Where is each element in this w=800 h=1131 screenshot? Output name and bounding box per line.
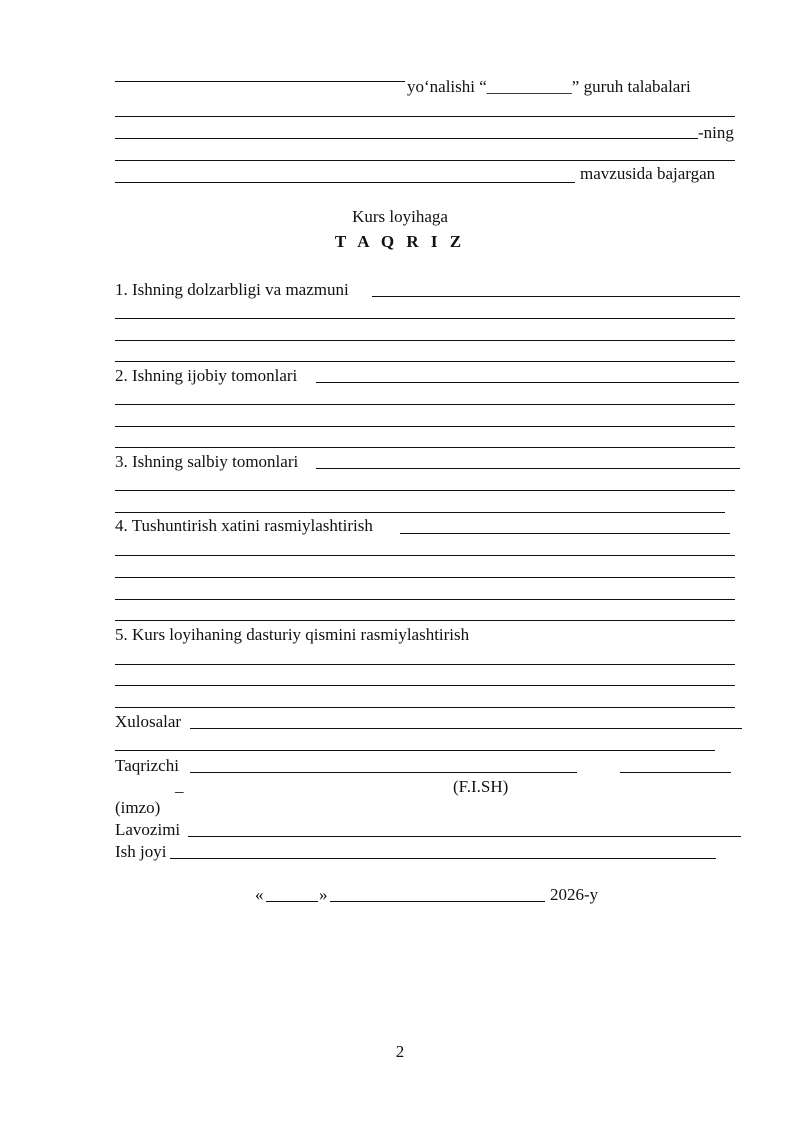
blank-line [115,664,735,665]
blank-line [115,138,698,139]
signature-label: (imzo) [115,798,161,817]
blank-line [115,318,735,319]
blank-line [115,512,725,513]
blank-line [115,116,735,117]
date-open-quote: « [255,885,264,904]
header-line1-text: yo‘nalishi “__________” guruh talabalari [407,77,691,96]
blank-line [115,620,735,621]
blank-line [400,533,730,534]
blank-line [188,836,741,837]
blank-line [115,340,735,341]
blank-line [115,599,735,600]
subtitle: Kurs loyihaga [352,207,448,226]
blank-line [115,490,735,491]
blank-line [115,404,735,405]
blank-line [115,182,575,183]
position-label: Lavozimi [115,820,181,839]
workplace-label: Ish joyi [115,842,167,861]
date-close-quote: » [319,885,328,904]
blank-line [316,468,740,469]
blank-line [620,772,731,773]
section-4-label: 4. Tushuntirish xatini rasmiylashtirish [115,516,373,535]
blank-line [316,382,739,383]
blank-line [372,296,740,297]
page-title: T A Q R I Z [334,232,466,251]
section-1-label: 1. Ishning dolzarbligi va mazmuni [115,280,349,299]
blank-line [115,81,405,82]
blank-line [115,707,735,708]
section-5-label: 5. Kurs loyihaning dasturiy qismini rasmiylashtirish [115,625,470,644]
blank-line [115,160,735,161]
date-month-blank [330,901,545,902]
reviewer-label: Taqrizchi [115,756,179,775]
dash-mark: _ [175,776,184,795]
page-number: 2 [395,1042,405,1061]
blank-line [115,426,735,427]
fish-label: (F.I.SH) [453,777,509,796]
header-line5-suffix: mavzusida bajargan [580,164,716,183]
section-3-label: 3. Ishning salbiy tomonlari [115,452,299,471]
blank-line [115,577,735,578]
date-year: 2026-y [550,885,599,904]
blank-line [115,447,735,448]
blank-line [190,772,577,773]
blank-line [170,858,716,859]
section-2-label: 2. Ishning ijobiy tomonlari [115,366,298,385]
blank-line [115,750,715,751]
conclusions-label: Xulosalar [115,712,182,731]
blank-line [115,685,735,686]
blank-line [115,555,735,556]
header-line3-suffix: -ning [698,123,734,142]
date-day-blank [266,901,318,902]
blank-line [115,361,735,362]
blank-line [190,728,742,729]
